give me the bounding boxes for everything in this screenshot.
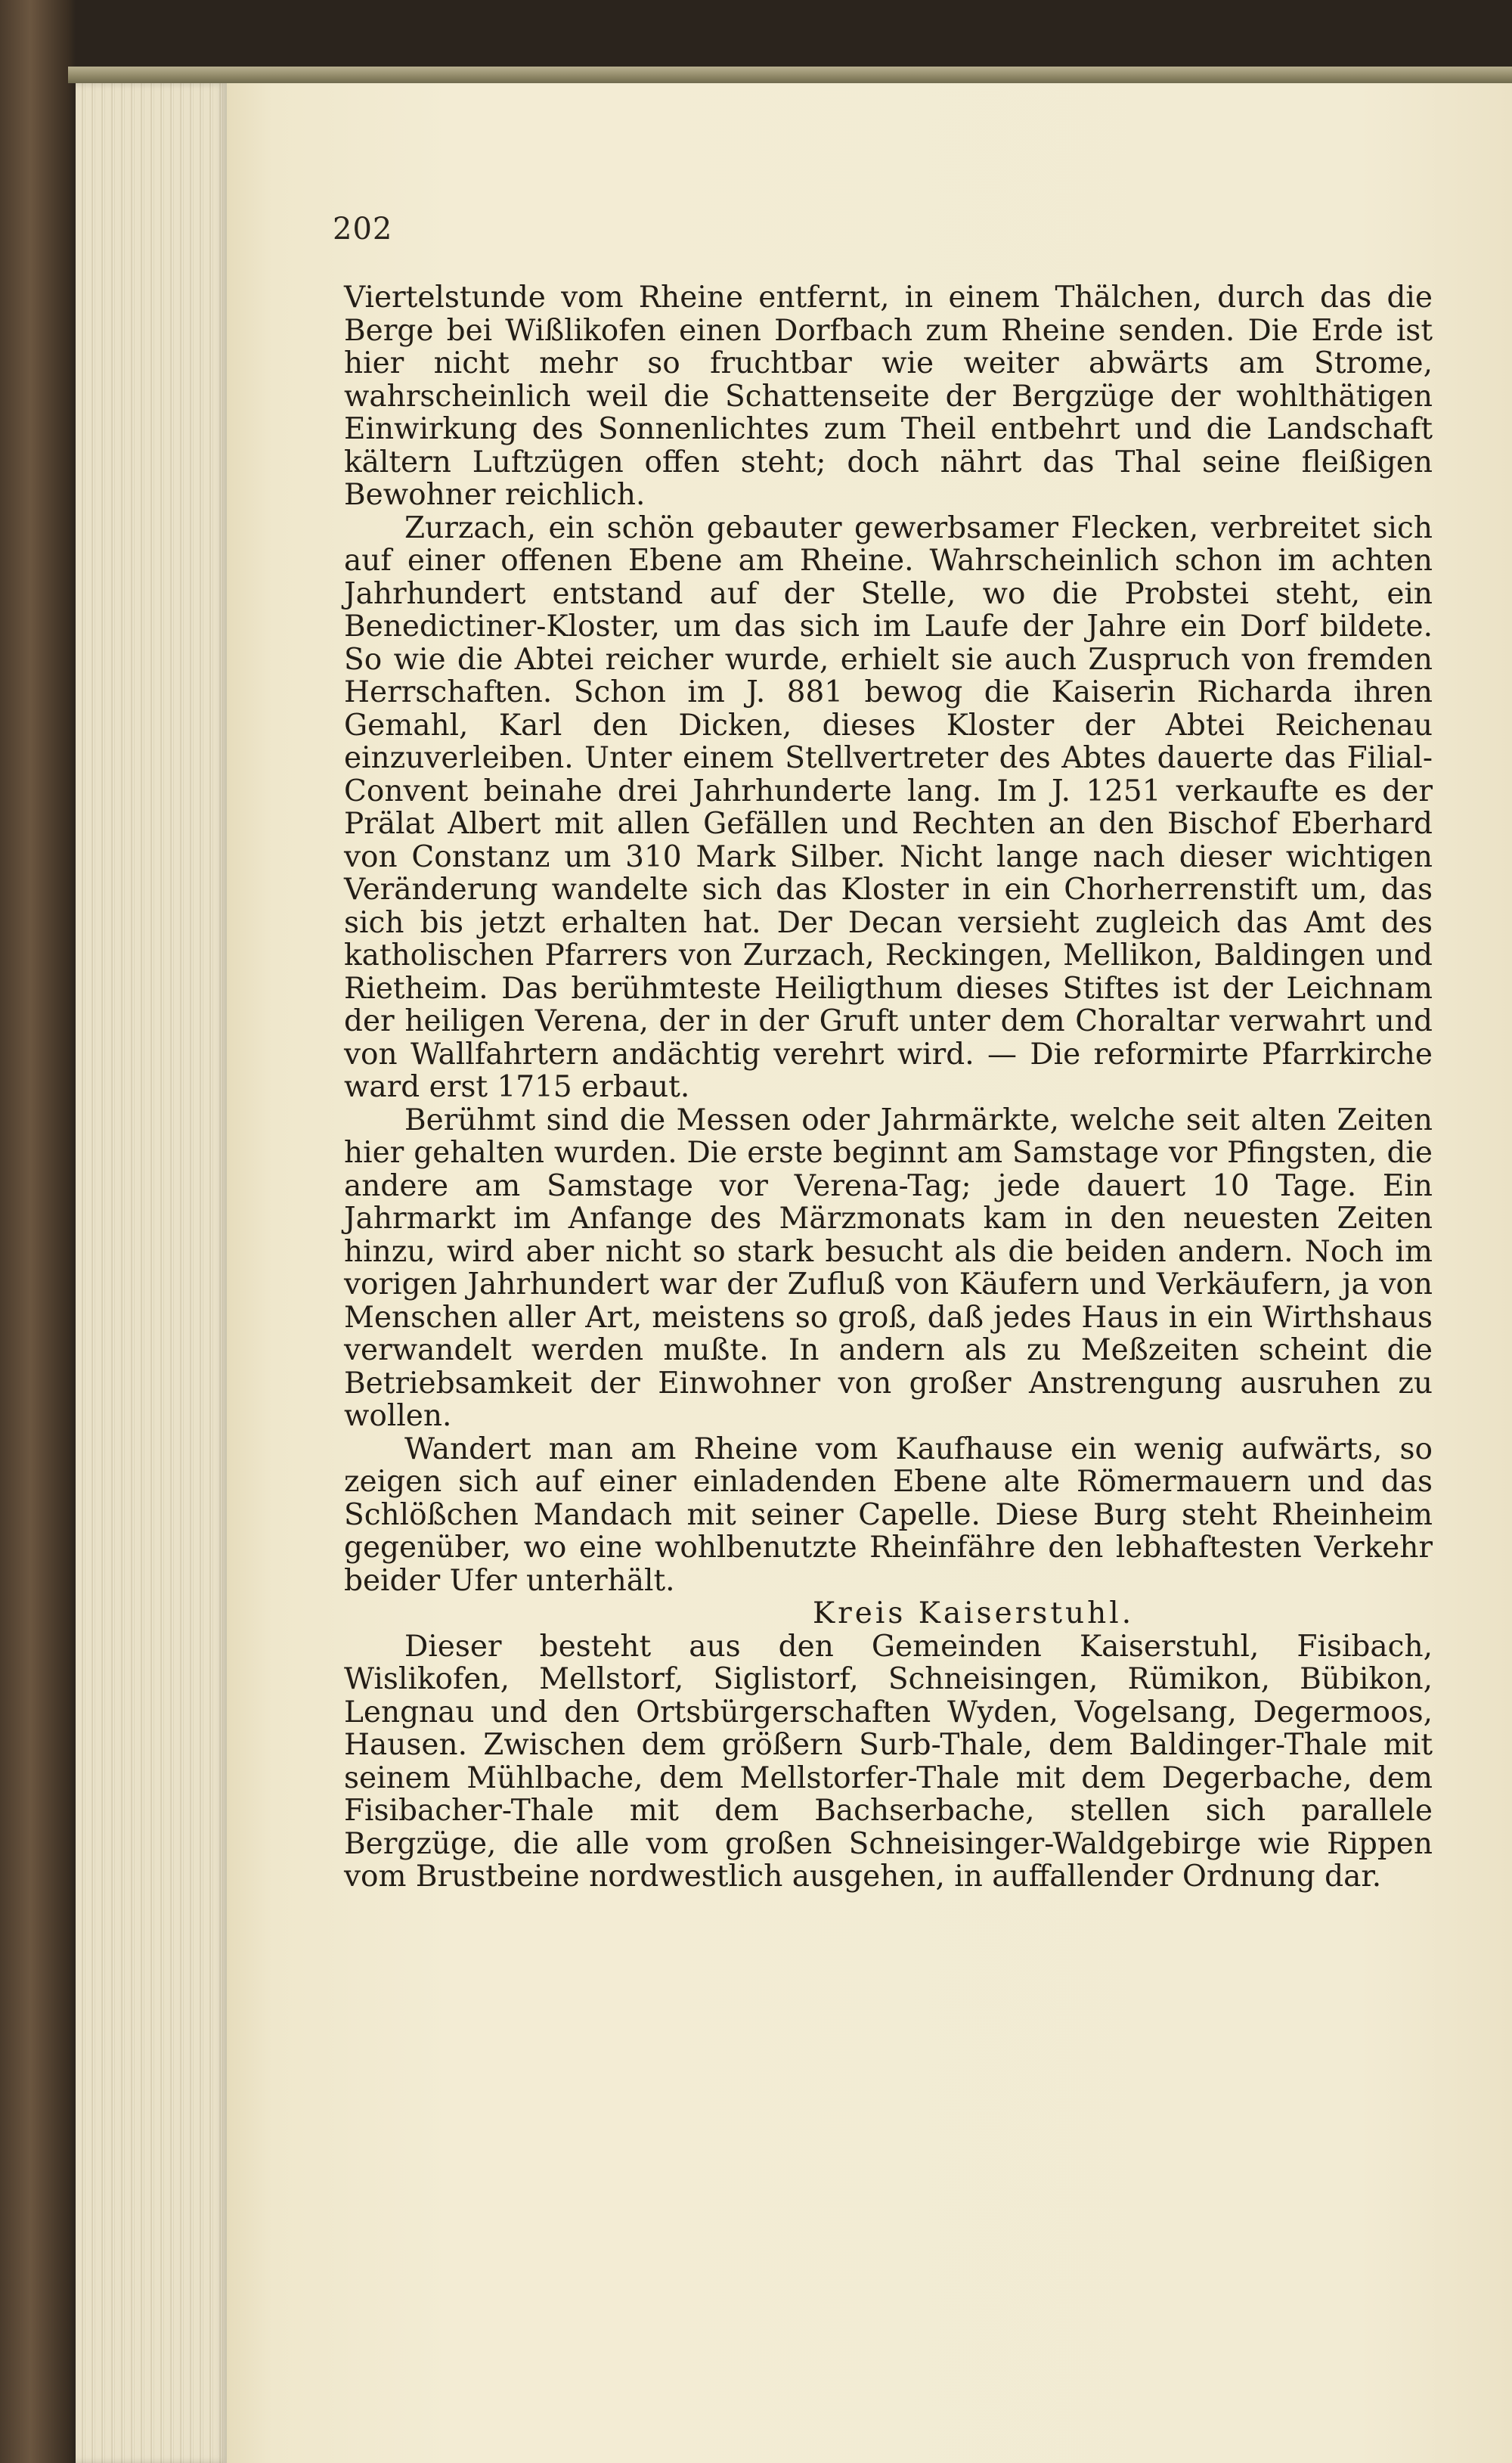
paragraph-continuation: Viertelstunde vom Rheine entfernt, in einem Thälchen, durch das die Berge bei Wißlikofen einen Dorfbach zum Rheine senden. Die Erde ist hier nicht mehr so fruchtbar wie weiter abwärts am Strome, wahrscheinlich weil die Schattenseite der Bergzüge der wohlthätigen Einwirkung des Sonnenlichtes zum Theil entbehrt und die Landschaft kältern Luftzügen offen steht; doch nährt das Thal seine fleißigen Bewohner reichlich. (344, 281, 1433, 512)
book-cover-edge (68, 67, 1512, 83)
page-text (344, 281, 1433, 1894)
paragraph-zurzach: Zurzach, ein schön gebauter gewerbsamer Flecken, verbreitet sich auf einer offenen Ebene am Rheine. Wahrscheinlich schon im achten Jahrhundert entstand auf der Stelle, wo die Probstei steht, ein Benedictiner-Kloster, um das sich im Laufe der Jahre ein Dorf bildete. So wie die Abtei reicher wurde, erhielt sie auch Zuspruch von fremden Herrschaften. Schon im J. 881 bewog die Kaiserin Richarda ihren Gemahl, Karl den Dicken, dieses Kloster der Abtei Reichenau einzuverleiben. Unter einem Stellvertreter des Abtes dauerte das Filial-Convent beinahe drei Jahrhunderte lang. Im J. 1251 verkaufte es der Prälat Albert mit allen Gefällen und Rechten an den Bischof Eberhard von Constanz um 310 Mark Silber. Nicht lange nach dieser wichtigen Veränderung wandelte sich das Kloster in ein Chorherrenstift um, das sich bis jetzt erhalten hat. Der Decan versieht zugleich das Amt des katholischen Pfarrers von Zurzach, Reckingen, Mellikon, Baldingen und Rietheim. Das berühmteste Heiligthum dieses Stiftes ist der Leichnam der heiligen Verena, der in der Gruft unter dem Choraltar verwahrt und von Wallfahrtern andächtig verehrt wird. — Die reformirte Pfarrkirche ward erst 1715 erbaut. (344, 510, 1433, 1104)
page-number: 202 (333, 212, 393, 247)
paragraph-kaiserstuhl: Dieser besteht aus den Gemeinden Kaiserstuhl, Fisibach, Wislikofen, Mellstorf, Siglistorf, Schneisingen, Rümikon, Bübikon, Lengnau und den Ortsbürgerschaften Wyden, Vogelsang, Degermoos, Hausen. Zwischen dem größern Surb-Thale, dem Baldinger-Thale mit seinem Mühlbache, dem Mellstorfer-Thale mit dem Degerbache, dem Fisibacher-Thale mit dem Bachserbache, stellen sich parallele Bergzüge, die alle vom großen Schneisinger-Waldgebirge wie Rippen vom Brustbeine nordwestlich ausgehen, in auffallender Ordnung dar. (344, 1629, 1433, 1894)
paragraph-markets: Berühmt sind die Messen oder Jahrmärkte, welche seit alten Zeiten hier gehalten wurden. Die erste beginnt am Samstage vor Pfingsten, die andere am Samstage vor Verena-Tag; jede dauert 10 Tage. Ein Jahrmarkt im Anfange des Märzmonats kam in den neuesten Zeiten hinzu, wird aber nicht so stark besucht als die beiden andern. Noch im vorigen Jahrhundert war der Zufluß von Käufern und Verkäufern, ja von Menschen aller Art, meistens so groß, daß jedes Haus in ein Wirthshaus verwandelt werden mußte. In andern als zu Meßzeiten scheint die Betriebsamkeit der Einwohner von großer Anstrengung ausruhen zu wollen. (344, 1103, 1433, 1433)
section-heading: Kreis Kaiserstuhl. (813, 1596, 1135, 1630)
page-edges (76, 83, 227, 2463)
paragraph-rhine-walk: Wandert man am Rheine vom Kaufhause ein wenig aufwärts, so zeigen sich auf einer einladenden Ebene alte Römermauern und das Schlößchen Mandach mit seiner Capelle. Diese Burg steht Rheinheim gegenüber, wo eine wohlbenutzte Rheinfähre den lebhaftesten Verkehr beider Ufer unterhält. (344, 1432, 1433, 1598)
